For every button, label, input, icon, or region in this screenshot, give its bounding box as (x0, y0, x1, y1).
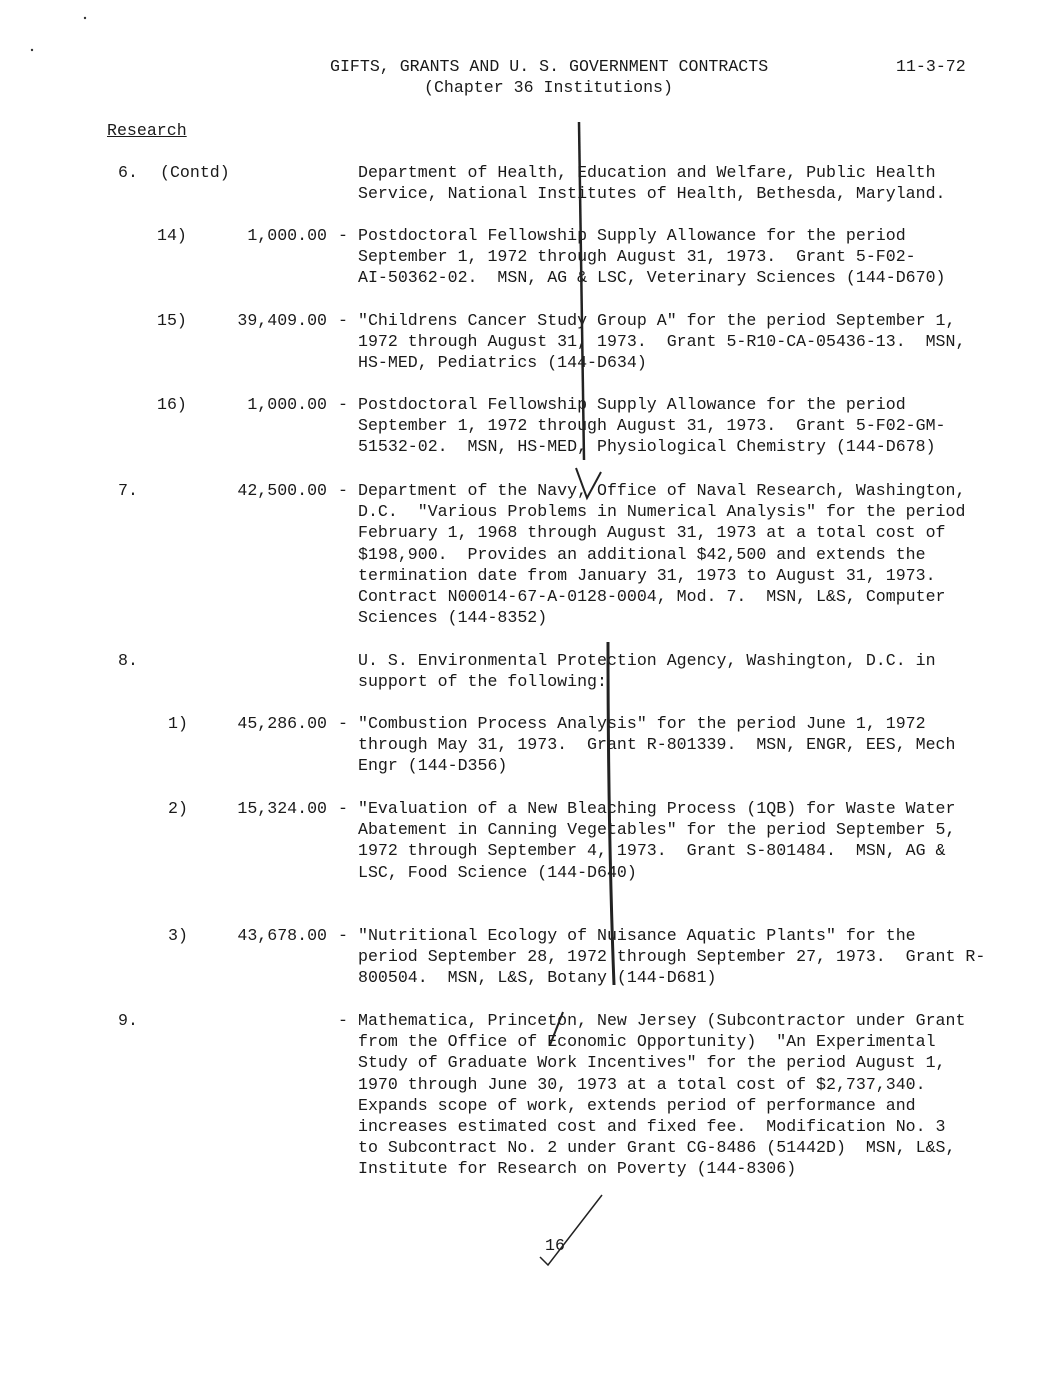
entry-description-line: February 1, 1968 through August 31, 1973 at a total cost of (358, 523, 946, 543)
entry-description-line: Abatement in Canning Vegetables" for the period September 5, (358, 820, 956, 840)
entry-number: 1) (168, 714, 188, 733)
entry-description-line: "Childrens Cancer Study Group A" for the period September 1, (358, 311, 956, 330)
entry-description-line: period September 28, 1972 through September 27, 1973. Grant R- (358, 947, 986, 967)
entry-number: 7. (118, 481, 138, 500)
entry-description-line: Contract N00014-67-A-0128-0004, Mod. 7. MSN, L&S, Computer (358, 587, 946, 607)
entry-description-line: AI-50362-02. MSN, AG & LSC, Veterinary Sciences (144-D670) (358, 268, 946, 288)
entry-description (358, 1010, 965, 1180)
section-heading: Research (107, 121, 187, 140)
entry-dash: - (338, 311, 348, 330)
entry-dash: - (338, 1011, 348, 1030)
entry-number: 6. (118, 163, 138, 182)
entry-description-line: 1970 through June 30, 1973 at a total cost of $2,737,340. (358, 1074, 926, 1094)
entry-description-line: to Subcontract No. 2 under Grant CG-8486 (51442D) MSN, L&S, (358, 1138, 956, 1158)
entry-description-line: "Nutritional Ecology of Nuisance Aquatic Plants" for the (358, 926, 916, 945)
entry-amount: 1,000.00 (247, 395, 327, 414)
entry-amount: 42,500.00 (237, 481, 327, 500)
entry-description-line: 1972 through August 31, 1973. Grant 5-R10-CA-05436-13. MSN, (358, 332, 966, 352)
entry-description-line: Department of the Navy, Office of Naval Research, Washington, (358, 481, 966, 500)
document-date: 11-3-72 (896, 57, 966, 76)
entry-dash: - (338, 226, 348, 245)
entry-description-line: Sciences (144-8352) (358, 608, 548, 628)
entry-description-line: from the Office of Economic Opportunity) "An Experimental (358, 1032, 936, 1052)
entry-description-line: $198,900. Provides an additional $42,500 and extends the (358, 544, 926, 564)
entry-dash: - (338, 799, 348, 818)
entry-amount: 1,000.00 (247, 226, 327, 245)
entry-description (358, 480, 965, 628)
entry-description-line: September 1, 1972 through August 31, 1973. Grant 5-F02- (358, 247, 916, 267)
entry-description-line: September 1, 1972 through August 31, 1973. Grant 5-F02-GM- (358, 416, 946, 436)
entry-description-line: 1972 through September 4, 1973. Grant S-801484. MSN, AG & (358, 841, 946, 861)
entry-description-line: termination date from January 31, 1973 to August 31, 1973. (358, 565, 936, 585)
entry-description-line: "Evaluation of a New Bleaching Process (1QB) for Waste Water (358, 799, 956, 818)
entry-continued-note: (Contd) (160, 163, 230, 182)
entry-description-line: LSC, Food Science (144-D640) (358, 862, 637, 882)
entry-description-line: Engr (144-D356) (358, 756, 508, 776)
entry-description-line: Institute for Research on Poverty (144-8306) (358, 1159, 797, 1179)
entry-description-line: Mathematica, Princeton, New Jersey (Subcontractor under Grant (358, 1011, 966, 1030)
entry-amount: 43,678.00 (237, 926, 327, 945)
entry-dash: - (338, 926, 348, 945)
entry-description (358, 225, 946, 289)
entry-description-line: Postdoctoral Fellowship Supply Allowance for the period (358, 395, 906, 414)
page-number: 16 (545, 1236, 565, 1255)
entry-description-line: 51532-02. MSN, HS-MED, Physiological Chemistry (144-D678) (358, 437, 936, 457)
entry-description-line: increases estimated cost and fixed fee. Modification No. 3 (358, 1117, 946, 1137)
entry-number: 14) (157, 226, 187, 245)
entry-dash: - (338, 481, 348, 500)
entry-dash: - (338, 714, 348, 733)
entry-description-line: Service, National Institutes of Health, Bethesda, Maryland. (358, 184, 946, 204)
entry-description (358, 925, 985, 989)
entry-description-line: Expands scope of work, extends period of performance and (358, 1095, 916, 1115)
entry-description (358, 798, 955, 883)
document-title: GIFTS, GRANTS AND U. S. GOVERNMENT CONTRACTS (330, 57, 769, 76)
entry-amount: 39,409.00 (237, 311, 327, 330)
entry-description-line: U. S. Environmental Protection Agency, Washington, D.C. in (358, 651, 936, 670)
entry-number: 2) (168, 799, 188, 818)
entry-description-line: Department of Health, Education and Welfare, Public Health (358, 163, 936, 182)
entry-description (358, 713, 955, 777)
entry-number: 9. (118, 1011, 138, 1030)
entry-description (358, 650, 936, 692)
entry-description-line: HS-MED, Pediatrics (144-D634) (358, 353, 647, 373)
entry-description-line: D.C. "Various Problems in Numerical Analysis" for the period (358, 502, 966, 522)
entry-amount: 45,286.00 (237, 714, 327, 733)
entry-description-line: "Combustion Process Analysis" for the period June 1, 1972 (358, 714, 926, 733)
entry-description (358, 162, 946, 204)
entry-amount: 15,324.00 (237, 799, 327, 818)
entry-number: 8. (118, 651, 138, 670)
entry-description-line: 800504. MSN, L&S, Botany (144-D681) (358, 968, 717, 988)
entry-number: 15) (157, 311, 187, 330)
entry-description-line: through May 31, 1973. Grant R-801339. MSN, ENGR, EES, Mech (358, 735, 956, 755)
entry-description-line: support of the following: (358, 672, 607, 692)
entry-description (358, 394, 946, 458)
entry-number: 16) (157, 395, 187, 414)
entry-description (358, 310, 965, 374)
entry-description-line: Study of Graduate Work Incentives" for the period August 1, (358, 1053, 946, 1073)
entry-dash: - (338, 395, 348, 414)
document-subtitle: (Chapter 36 Institutions) (424, 78, 673, 97)
entry-number: 3) (168, 926, 188, 945)
entry-description-line: Postdoctoral Fellowship Supply Allowance for the period (358, 226, 906, 245)
